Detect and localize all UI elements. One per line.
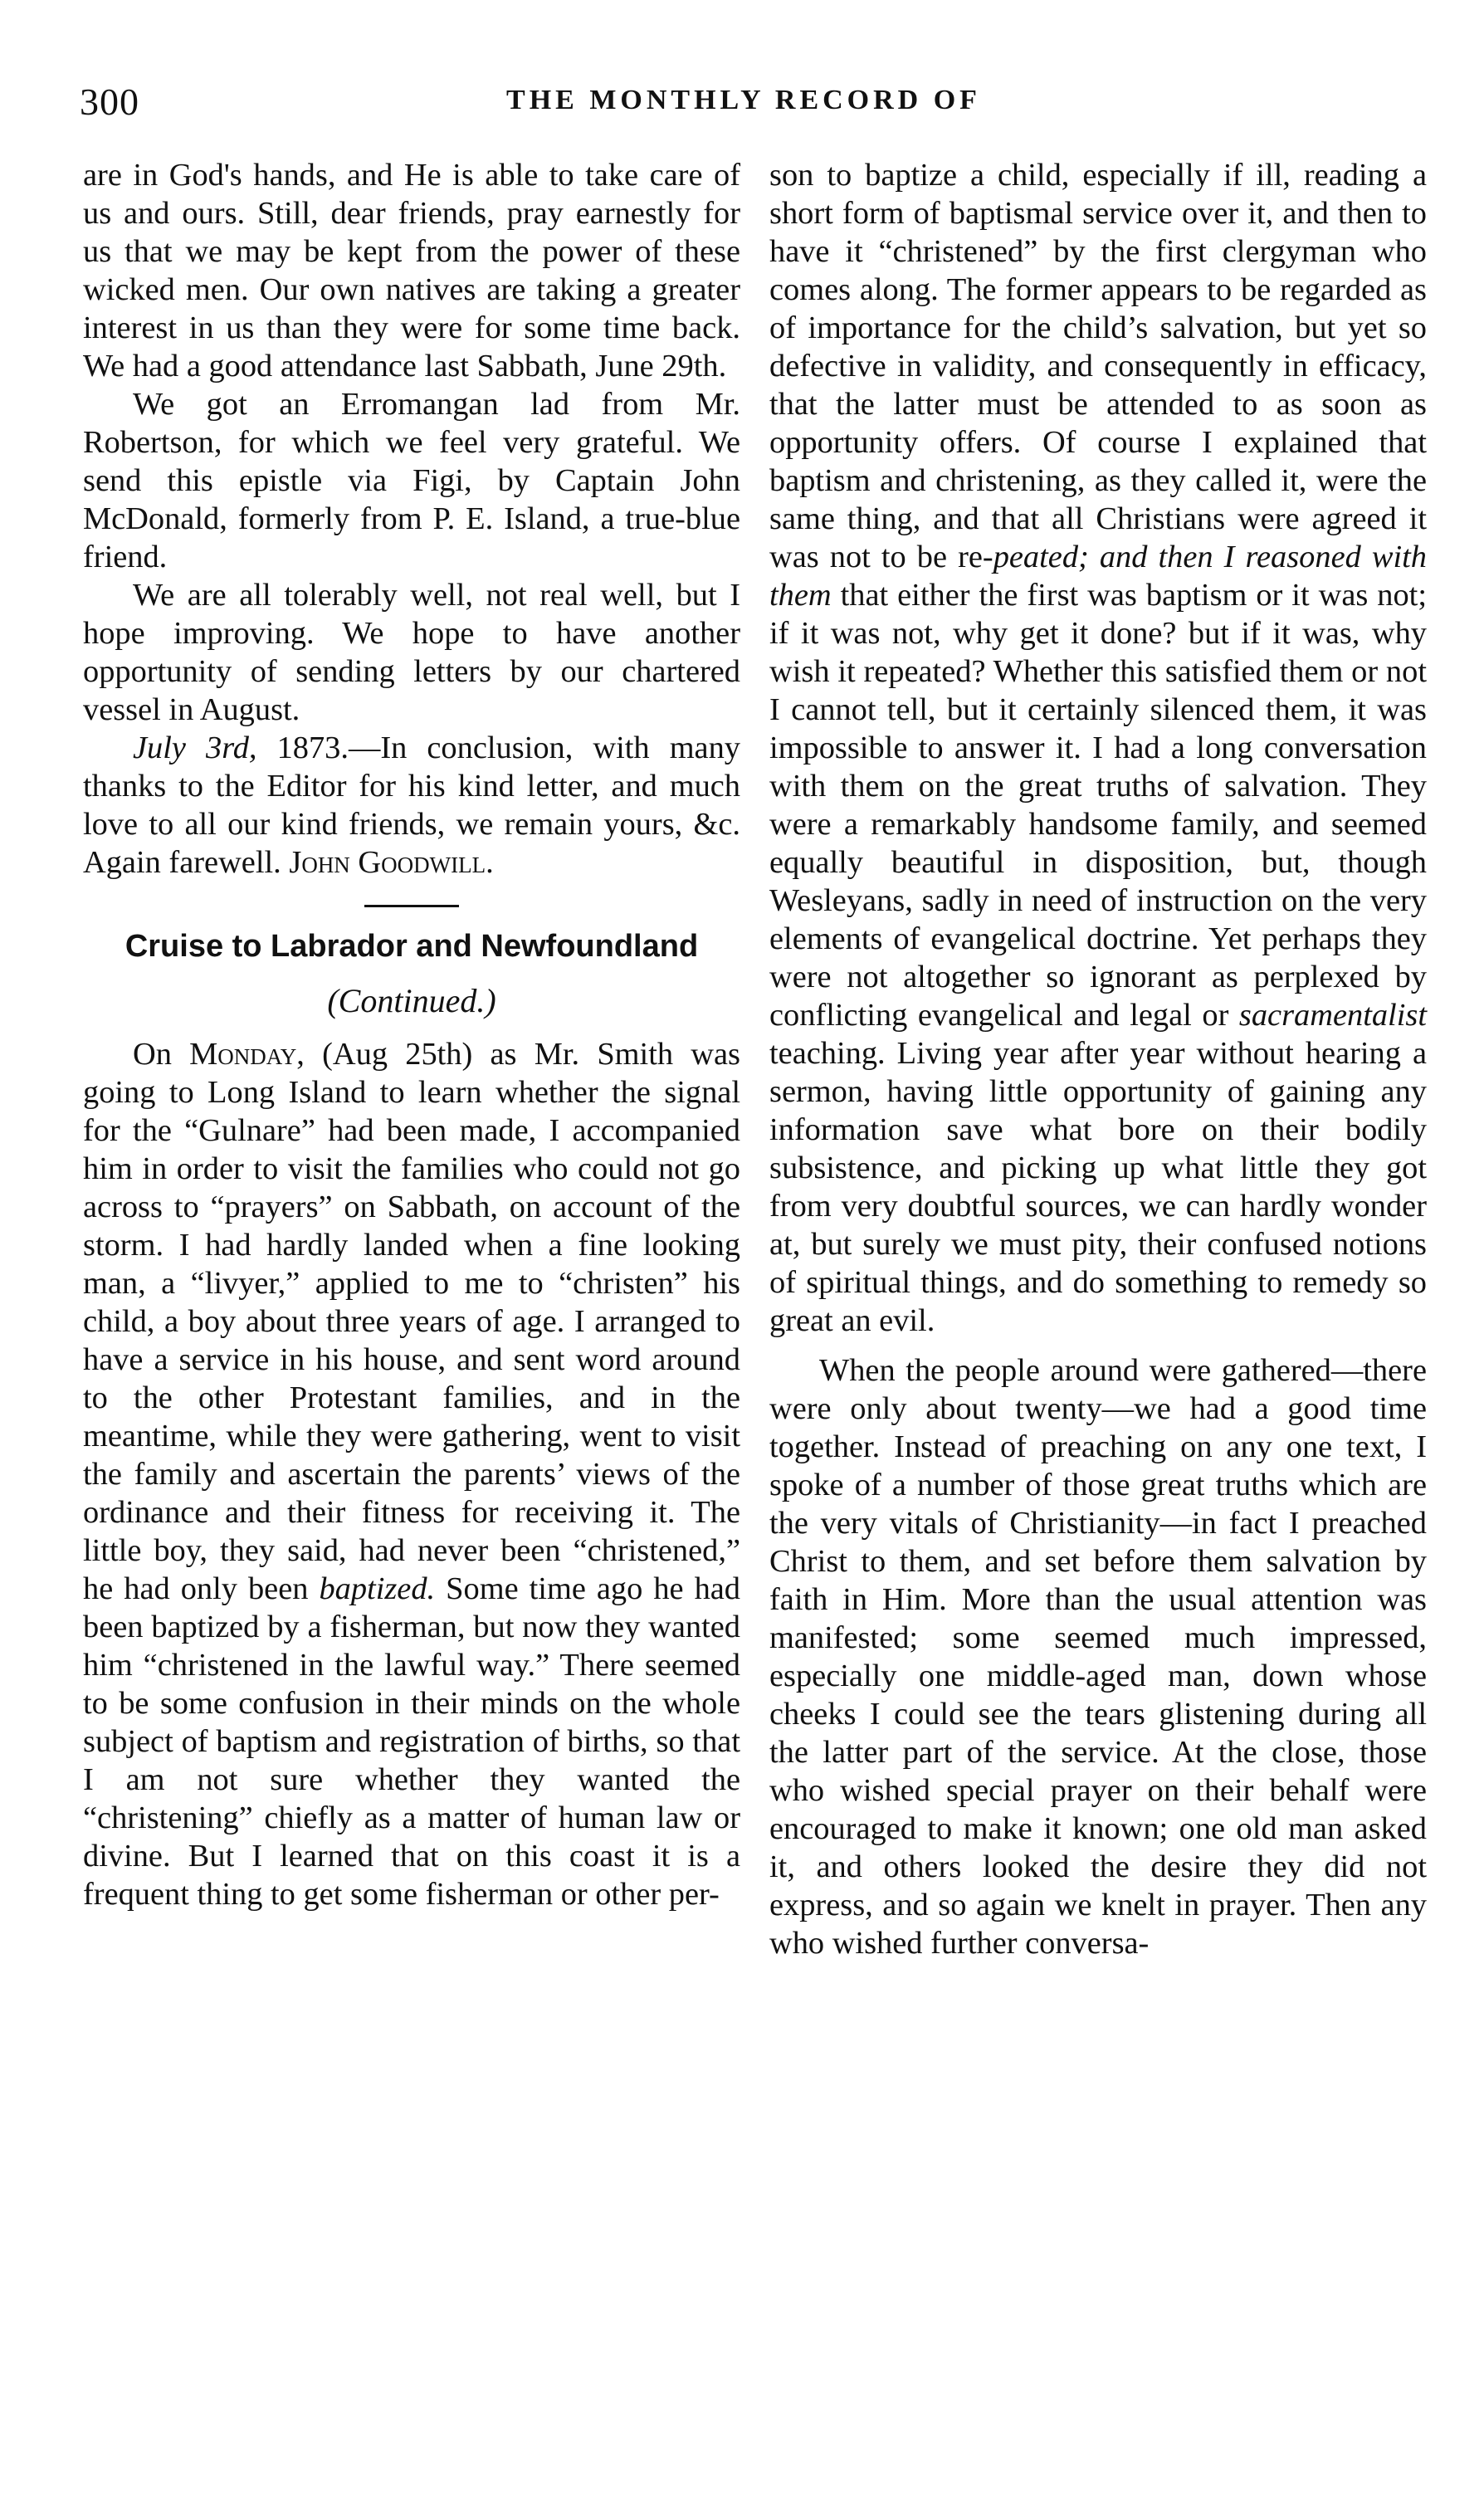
signature: John Goodwill. [289,845,494,880]
letter-paragraph-4 [83,729,740,882]
letter-date: July 3rd, [133,730,257,765]
left-column [83,156,740,2489]
letter-paragraph-2: We got an Erromangan lad from Mr. Robertson, for which we feel very grateful. We send this epistle via Figi, by Captain John McDonald, formerly from P. E. Island, a true-blue friend. [83,387,740,574]
section-heading: Cruise to Labrador and Newfoundland [124,929,699,964]
italic-phrase: peated; and then I reasoned with them [769,540,1427,613]
page-number: 300 [80,81,139,123]
article-text-a: (Aug 25th) as Mr. Smith was going to Long Island to learn whether the signal for the “Gulnare” had been made, I accompanied him in order to visit the families who could not go across to “prayers” on Sabbath, on account of the storm. I had hardly landed when a fine looking man, a “livyer,” applied to me to “christen” his child, a boy about three years of age. I arranged to have a service in his house, and sent word around to the other Protestant families, and in the meantime, while they were gathering, went to visit the family and ascertain the parents’ views of the ordinance and their fitness for receiving it. The little boy, they said, had never been “christened,” he had only been [83,1037,740,1606]
sacramentalist-italic: sacramentalist [1238,998,1427,1033]
lead-day: Monday, [189,1037,305,1072]
right-column [769,156,1427,2489]
article-text-c: son to baptize a child, especially if ill, reading a short form of baptismal service over it, and then to have it “christened” by the first clergyman who comes along. The former appears to be regarded as of importance for the child’s salvation, but yet so defective in validity, and consequently in efficacy, that the latter must be attended to as soon as opportunity offers. Of course I explained that baptism and christening, as they called it, were the same thing, and that all Christians were agreed it was not to be re- [769,158,1427,574]
section-divider [364,905,459,907]
article-text-e: teaching. Living year after year without hearing a sermon, having little opportunity of gaining any information save what bore on their bodily subsistence, and picking up what little they got from very doubtful sources, we can hardly wonder at, but surely we must pity, their confused notions of spiritual things, and do something to remedy so great an evil. [769,1036,1427,1338]
page-header [80,80,1408,129]
baptized-italic: baptized. [319,1571,436,1606]
lead-word: On [133,1037,172,1072]
letter-paragraph-1: are in God's hands, and He is able to take care of us and ours. Still, dear friends, pray earnestly for us that we may be kept from the power of these wicked men. Our own natives are taking a greater interest in us than they were for some time back. We had a good attendance last Sabbath, June 29th. [83,158,740,384]
article-paragraph-3: When the people around were gathered—there were only about twenty—we had a good time together. Instead of preaching on any one text, I spoke of a number of those great truths which are the very vitals of Christianity—in fact I preached Christ to them, and set before them salvation by faith in Him. More than the usual attention was manifested; some seemed much impressed, especially one middle-aged man, down whose cheeks I could see the tears glistening during all the latter part of the service. At the close, those who wished special prayer on their behalf were encouraged to make it known; one old man asked it, and others looked the desire they did not express, and so again we knelt in prayer. Then any who wished further conversa- [769,1353,1427,1961]
article-paragraph-2 [769,156,1427,1340]
article-text-b: Some time ago he had been baptized by a fisherman, but now they wanted him “christened in the lawful way.” There seemed to be some confusion in their minds on the whole subject of baptism and registration of births, so that I am not sure whether they wanted the “christening” chiefly as a matter of human law or divine. But I learned that on this coast it is a frequent thing to get some fisherman or other per- [83,1571,741,1912]
letter-closing-text: 1873.—In conclusion, with many thanks to the Editor for his kind letter, and much love to all our kind friends, we remain yours, &c. Again farewell. [83,730,740,880]
continued-note: (Continued.) [327,982,496,1019]
article-text-d: that either the first was baptism or it was not; if it was not, why get it done? but if it was, why wish it repeated? Whether this satisfied them or not I cannot tell, but it certainly silenced them, it was impossible to answer it. I had a long conversation with them on the great truths of salvation. They were a remarkably handsome family, and seemed equally beautiful in disposition, but, though Wesleyans, sadly in need of instruction on the very elements of evangelical doctrine. Yet perhaps they were not altogether so ignorant as perplexed by conflicting evangelical and legal or [769,578,1427,1033]
article-paragraph-1 [83,1035,740,1913]
running-head: THE MONTHLY RECORD OF [506,85,981,115]
letter-paragraph-3: We are all tolerably well, not real well, but I hope improving. We hope to have another opportunity of sending letters by our chartered vessel in August. [83,578,740,727]
